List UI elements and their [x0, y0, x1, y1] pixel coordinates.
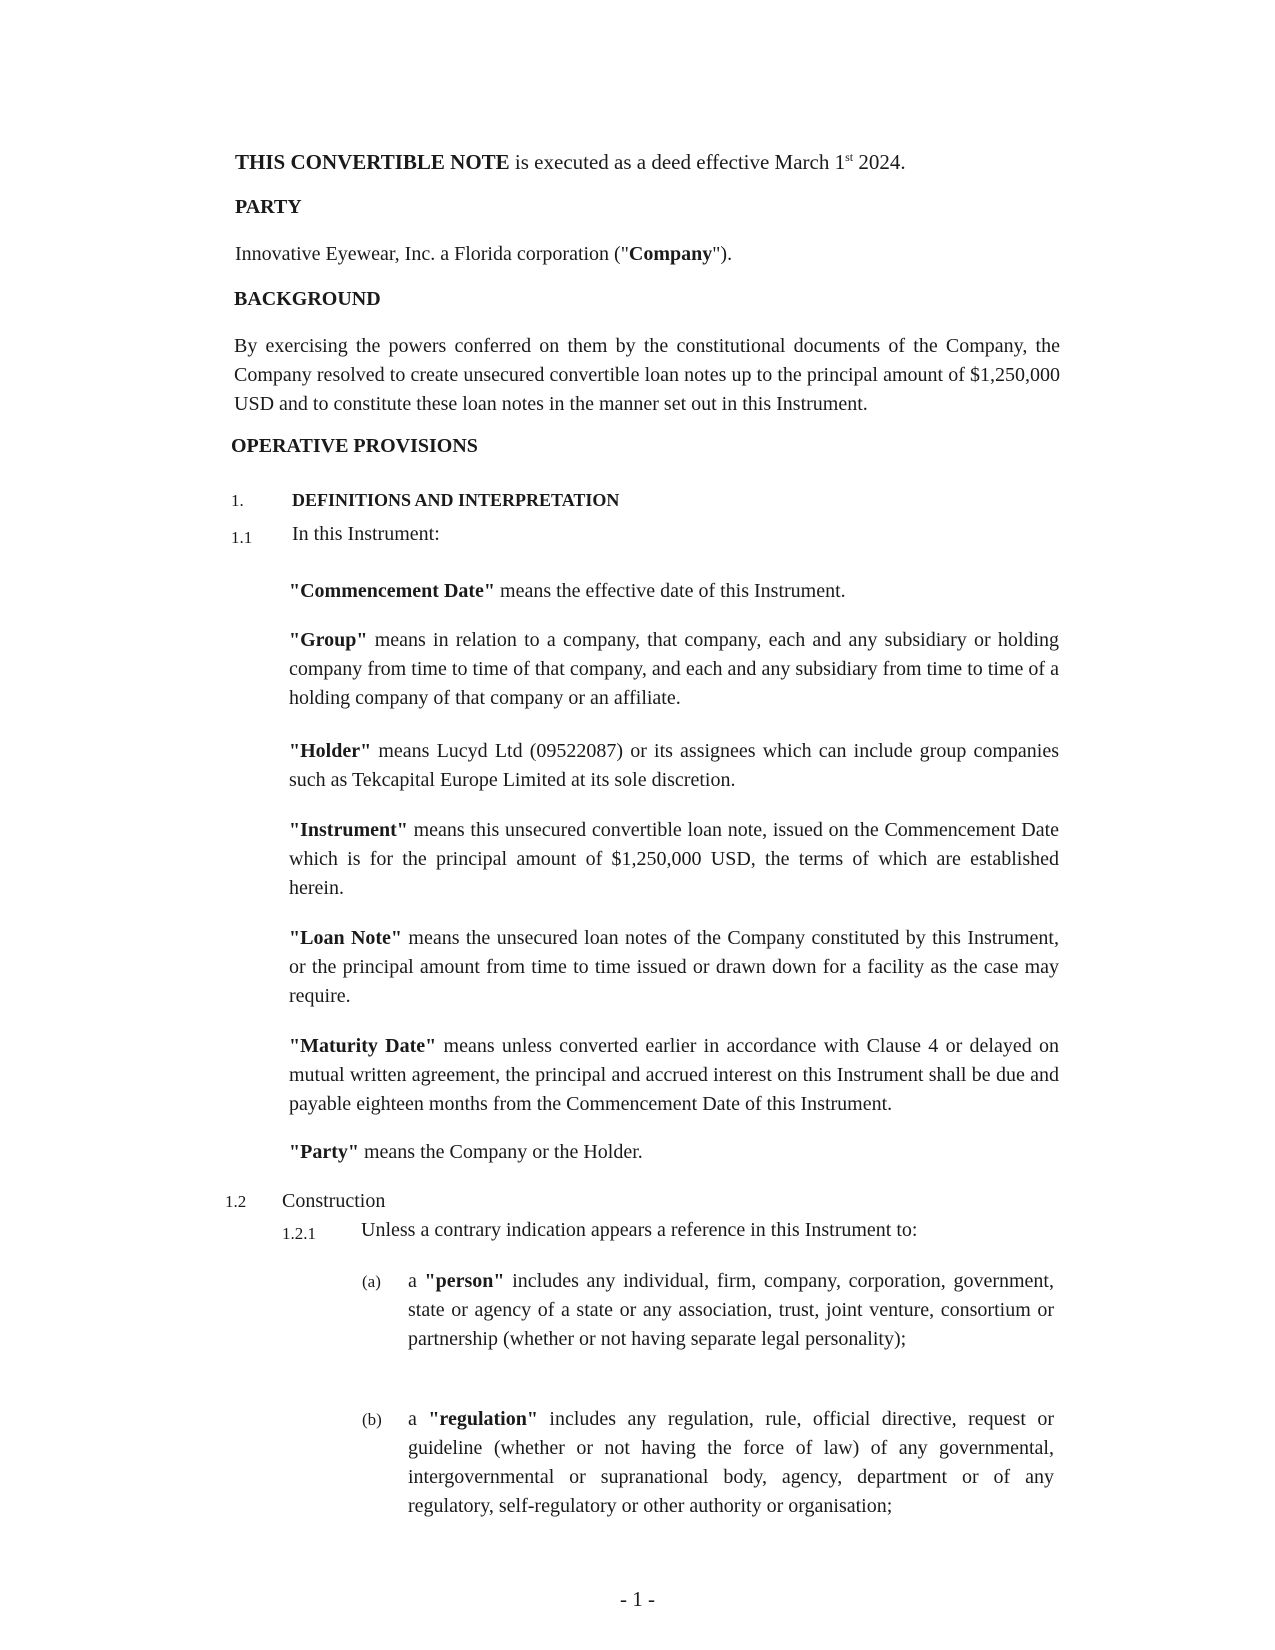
definition-instrument [289, 816, 1059, 903]
section-title: DEFINITIONS AND INTERPRETATION [292, 490, 620, 510]
definition-text: means the effective date of this Instrument. [495, 580, 846, 602]
list-item-text: includes any individual, firm, company, corporation, government, state or agency of a state or any association, trust, joint venture, consortium or partnership (whether or not having separate legal personality); [408, 1270, 1054, 1350]
intro-text: is executed as a deed effective March 1 [509, 150, 846, 174]
definition-party [289, 1138, 1059, 1167]
list-item-person [408, 1267, 1054, 1354]
definition-term: "Party" [289, 1141, 359, 1163]
clause-number: 1.2 [225, 1192, 247, 1211]
definition-holder [289, 737, 1059, 795]
clause-text: Construction [282, 1190, 386, 1212]
definition-term: "Holder" [289, 740, 372, 762]
background-text: By exercising the powers conferred on them by the constitutional documents of the Company, the Company resolved to create unsecured convertible loan notes up to the principal amount of $1,250,000 USD and to constitute these loan notes in the manner set out in this Instrument. [234, 335, 1060, 415]
definition-text: means the Company or the Holder. [358, 1141, 643, 1163]
list-item-label: (a) [362, 1272, 381, 1291]
party-heading: PARTY [235, 196, 302, 218]
definition-group [289, 626, 1059, 713]
list-item-term: "regulation" [428, 1408, 538, 1430]
list-item-regulation [408, 1405, 1054, 1521]
subclause-text: Unless a contrary indication appears a reference in this Instrument to: [361, 1219, 918, 1241]
definition-text: means unless converted earlier in accordance with Clause 4 or delayed on mutual written agreement, the principal and accrued interest on this Instrument shall be due and payable eighteen months from the Commencement Date of this Instrument. [289, 1035, 1059, 1115]
list-item-label: (b) [362, 1410, 382, 1429]
definition-term: "Commencement Date" [289, 580, 496, 602]
intro-title: THIS CONVERTIBLE NOTE [235, 150, 510, 174]
definition-term: "Group" [289, 629, 368, 651]
section-number: 1. [231, 491, 244, 510]
intro-text-end: 2024. [853, 150, 906, 174]
list-item-prefix: a [408, 1408, 429, 1430]
list-item-text: includes any regulation, rule, official directive, request or guideline (whether or not having the force of law) of any governmental, intergovernmental or supranational body, agency, department or of any regulatory, self-regulatory or other authority or organisation; [408, 1408, 1054, 1517]
party-text-end: "). [712, 243, 733, 265]
definition-loan-note [289, 924, 1059, 1011]
definition-commencement-date [289, 577, 1059, 606]
definition-maturity-date [289, 1032, 1059, 1119]
party-text [235, 240, 1015, 269]
definition-term: "Instrument" [289, 819, 408, 841]
definition-term: "Maturity Date" [289, 1035, 437, 1057]
definition-term: "Loan Note" [289, 927, 403, 949]
list-item-term: "person" [424, 1270, 505, 1292]
definition-text: means in relation to a company, that company, each and any subsidiary or holding company from time to time of that company, and each and any subsidiary from time to time of a holding company of that company or an affiliate. [289, 629, 1059, 709]
party-text-start: Innovative Eyewear, Inc. a Florida corporation (" [235, 243, 629, 265]
party-company-term: Company [628, 243, 713, 265]
definition-text: means the unsecured loan notes of the Company constituted by this Instrument, or the principal amount from time to time issued or drawn down for a facility as the case may require. [289, 927, 1059, 1007]
background-heading: BACKGROUND [234, 288, 381, 310]
subclause-number: 1.2.1 [282, 1224, 316, 1243]
list-item-prefix: a [408, 1270, 425, 1292]
definition-text: means Lucyd Ltd (09522087) or its assignees which can include group companies such as Tekcapital Europe Limited at its sole discretion. [289, 740, 1059, 791]
clause-text: In this Instrument: [292, 523, 440, 545]
page-number: - 1 - [620, 1587, 655, 1611]
clause-number: 1.1 [231, 528, 253, 547]
intro-paragraph [235, 148, 995, 177]
intro-superscript: st [845, 150, 854, 164]
operative-heading: OPERATIVE PROVISIONS [231, 435, 478, 457]
definition-text: means this unsecured convertible loan note, issued on the Commencement Date which is for the principal amount of $1,250,000 USD, the terms of which are established herein. [289, 819, 1059, 899]
